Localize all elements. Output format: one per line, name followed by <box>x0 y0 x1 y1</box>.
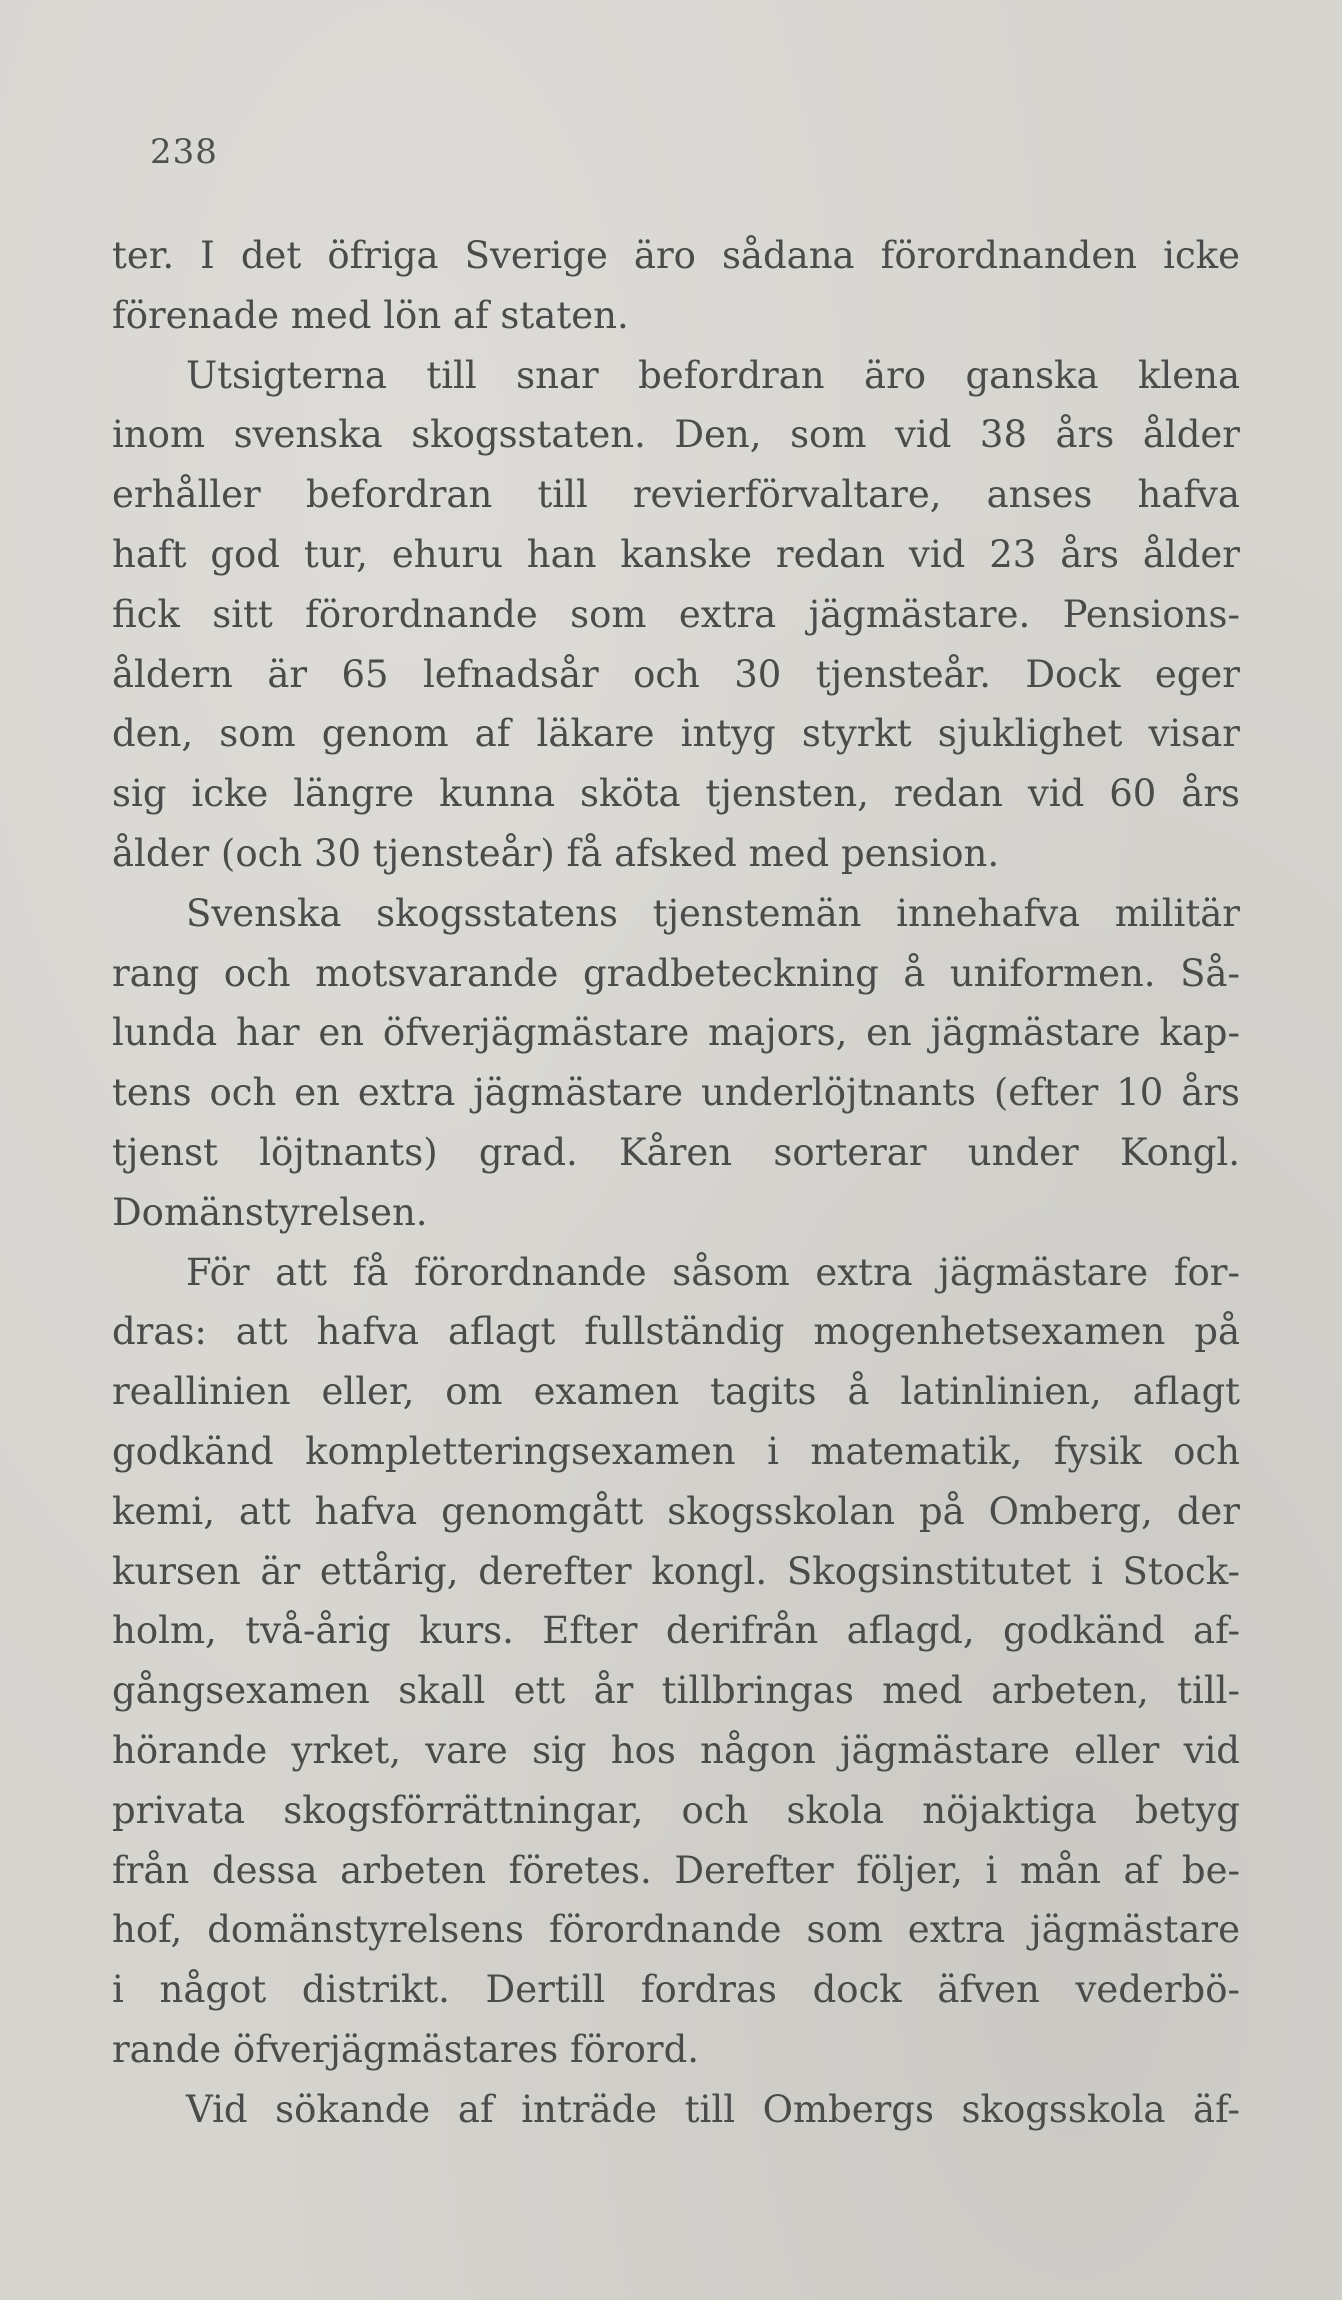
text-line: i något distrikt. Dertill fordras dock äfven vederbö- <box>112 1968 1240 2012</box>
text-line: erhåller befordran till revierförvaltare, anses hafva <box>112 473 1240 517</box>
text-line: reallinien eller, om examen tagits å latinlinien, aflagt <box>112 1370 1240 1414</box>
text-line: dras: att hafva aflagt fullständig mogenhetsexamen på <box>112 1310 1240 1354</box>
text-line: godkänd kompletteringsexamen i matematik, fysik och <box>112 1429 1240 1473</box>
text-line: ålder (och 30 tjensteår) få afsked med pension. <box>112 831 1000 875</box>
text-line: sig icke längre kunna sköta tjensten, redan vid 60 års <box>112 772 1240 816</box>
text-line: tjenst löjtnants) grad. Kåren sorterar under Kongl. <box>112 1130 1240 1174</box>
text-line: kursen är ettårig, derefter kongl. Skogsinstitutet i Stock- <box>112 1549 1240 1593</box>
text-line: För att få förordnande såsom extra jägmästare for- <box>186 1250 1240 1294</box>
text-line: hörande yrket, vare sig hos någon jägmästare eller vid <box>112 1728 1240 1772</box>
text-line: åldern är 65 lefnadsår och 30 tjensteår. Dock eger <box>112 652 1240 696</box>
text-line: Vid sökande af inträde till Ombergs skogsskola äf- <box>186 2087 1240 2131</box>
text-line: tens och en extra jägmästare underlöjtnants (efter 10 års <box>112 1071 1240 1115</box>
text-line: Domänstyrelsen. <box>112 1190 428 1234</box>
text-line: Utsigterna till snar befordran äro ganska klena <box>186 353 1240 397</box>
text-line: inom svenska skogsstaten. Den, som vid 38 års ålder <box>112 413 1240 457</box>
text-line: den, som genom af läkare intyg styrkt sjuklighet visar <box>112 712 1240 756</box>
text-line: fick sitt förordnande som extra jägmästare. Pensions- <box>112 592 1240 636</box>
text-line: lunda har en öfverjägmästare majors, en jägmästare kap- <box>112 1011 1240 1055</box>
text-line: från dessa arbeten företes. Derefter följer, i mån af be- <box>112 1848 1240 1892</box>
text-line: rang och motsvarande gradbeteckning å uniformen. Så- <box>112 951 1240 995</box>
body-text <box>112 226 1240 2140</box>
text-line: Svenska skogsstatens tjenstemän innehafva militär <box>186 891 1240 935</box>
page-number: 238 <box>150 132 218 172</box>
text-line: rande öfverjägmästares förord. <box>112 2027 700 2071</box>
text-line: hof, domänstyrelsens förordnande som extra jägmästare <box>112 1908 1240 1952</box>
text-line: privata skogsförrättningar, och skola nöjaktiga betyg <box>112 1788 1240 1832</box>
text-line: kemi, att hafva genomgått skogsskolan på Omberg, der <box>112 1489 1240 1533</box>
text-line: förenade med lön af staten. <box>112 293 629 337</box>
text-line: ter. I det öfriga Sverige äro sådana förordnanden icke <box>112 234 1240 277</box>
text-line: holm, två-årig kurs. Efter derifrån aflagd, godkänd af- <box>112 1609 1240 1653</box>
text-line: haft god tur, ehuru han kanske redan vid 23 års ålder <box>112 532 1240 576</box>
text-line: gångsexamen skall ett år tillbringas med arbeten, till- <box>112 1669 1240 1713</box>
